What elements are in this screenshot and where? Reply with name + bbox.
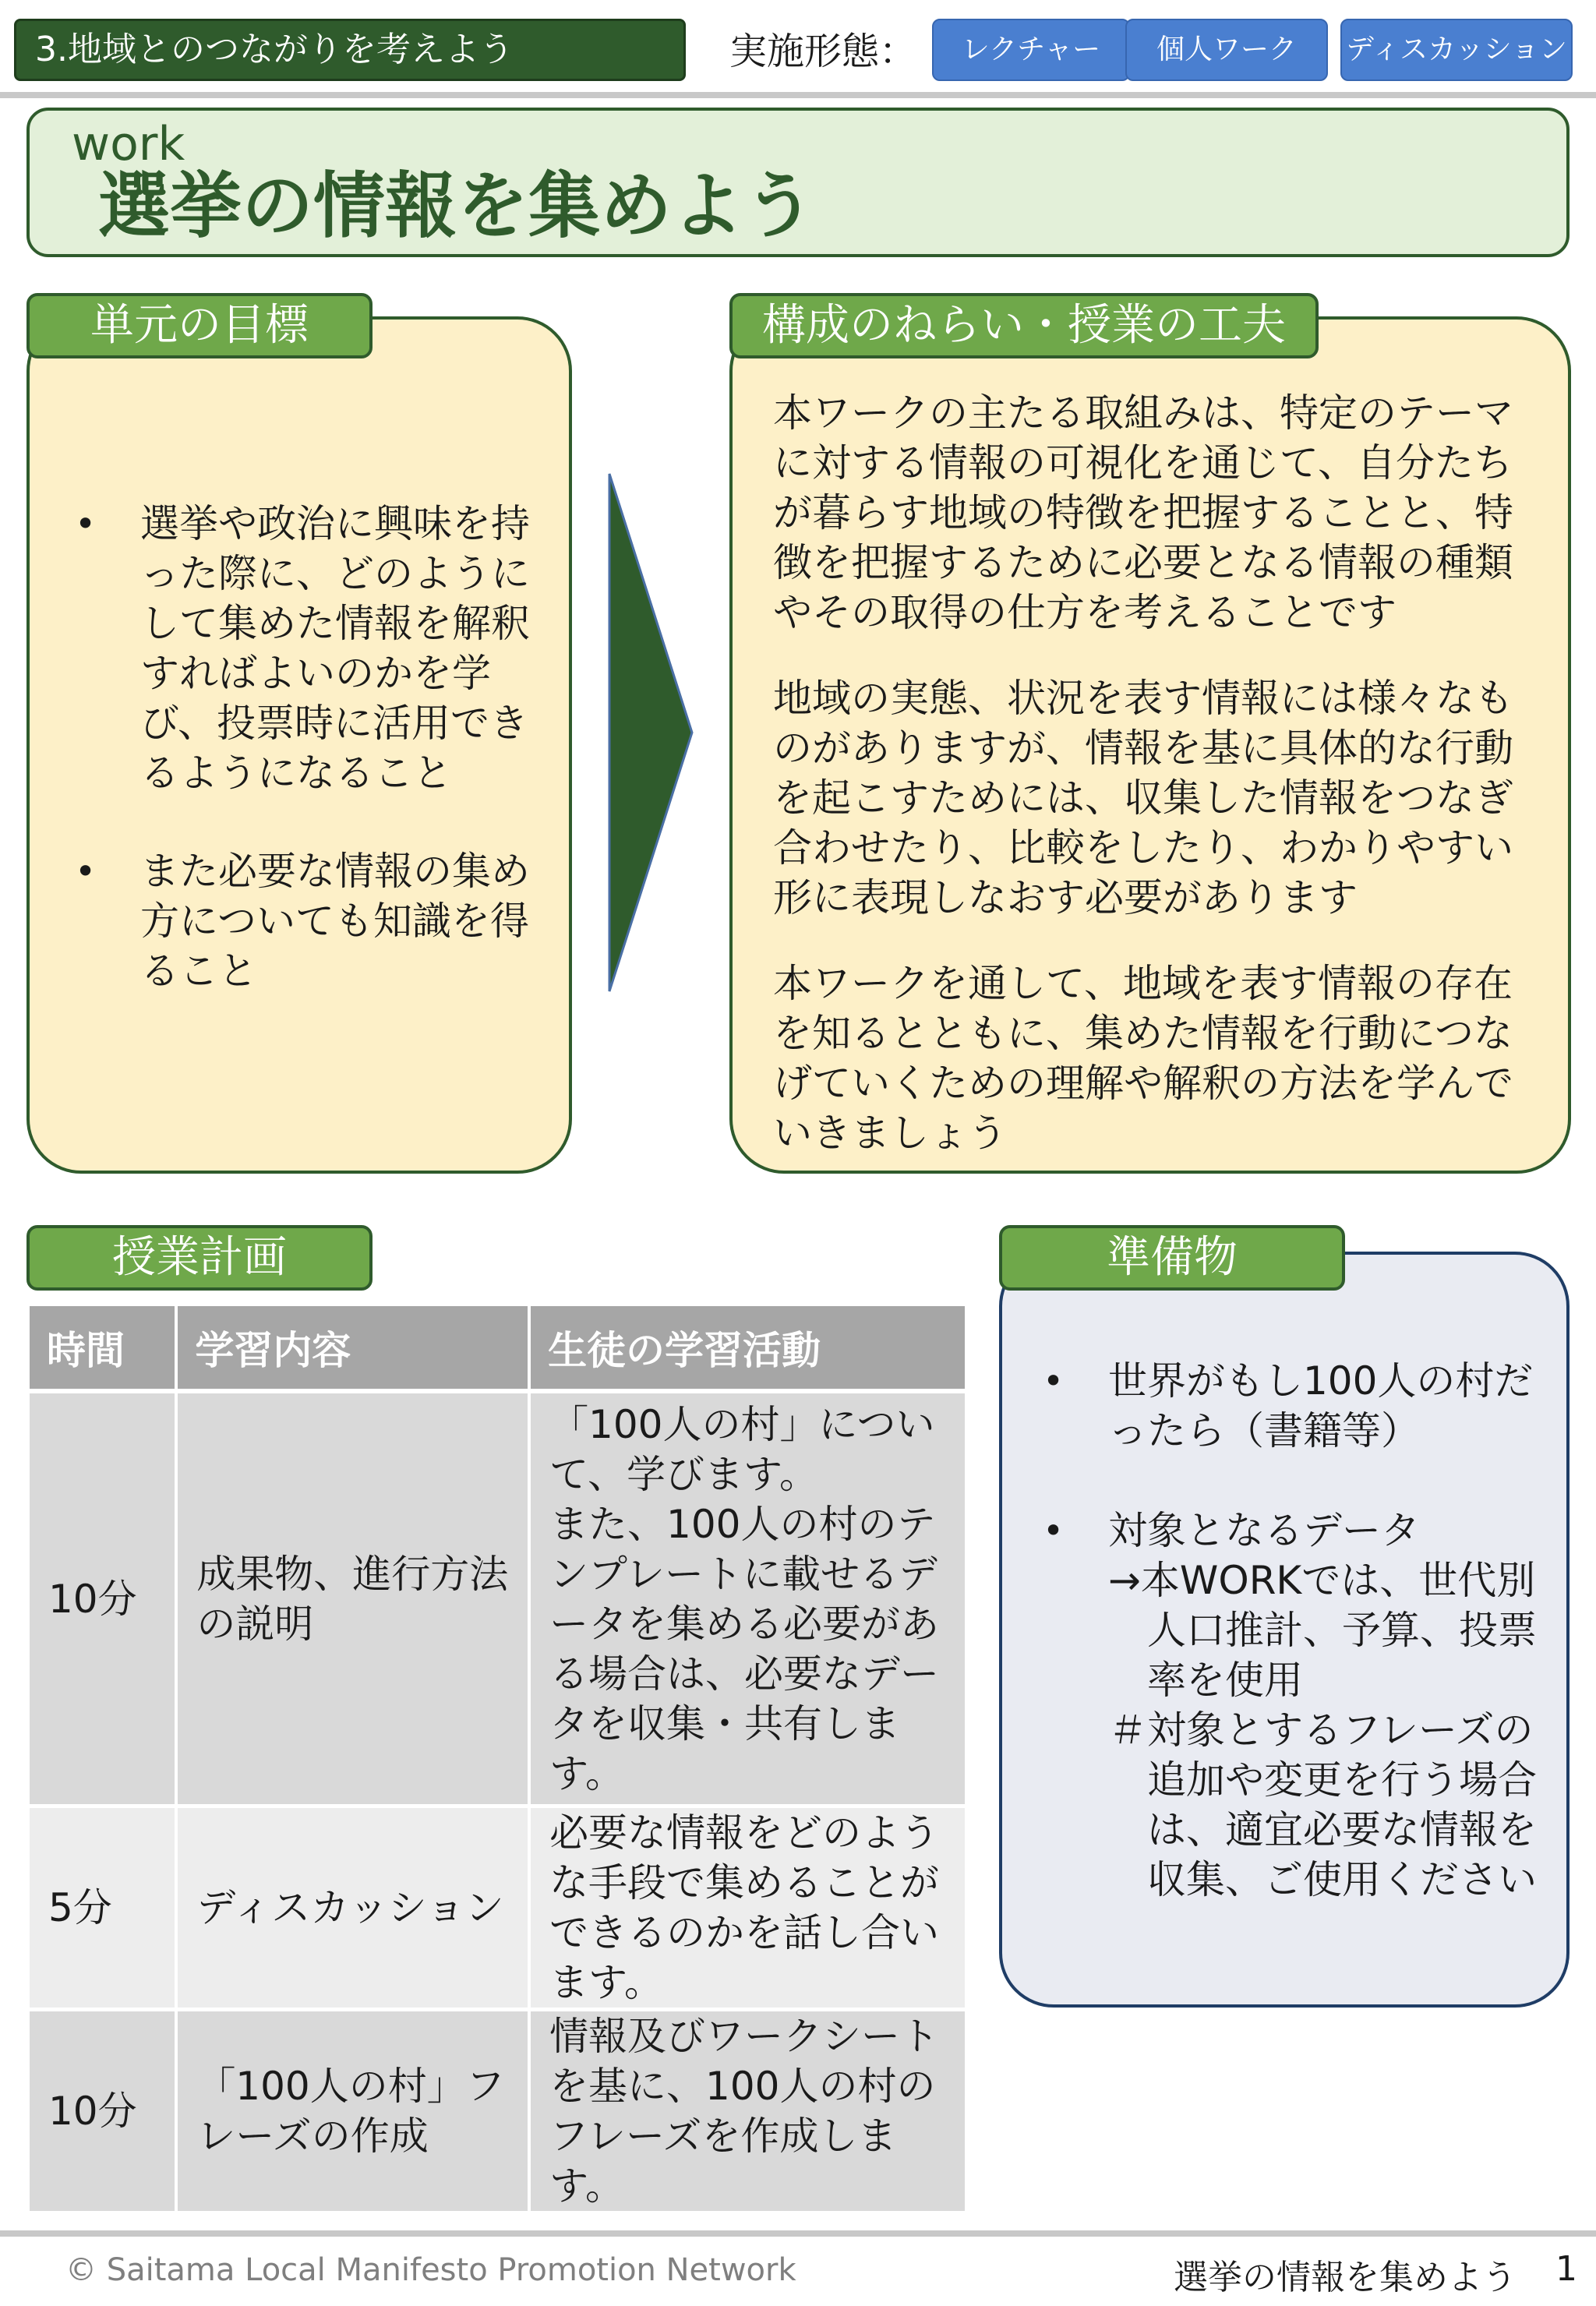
mode-discussion-button[interactable]: ディスカッション [1340, 19, 1573, 81]
activity-cell: 情報及びワークシートを基に、100人の村のフレーズを作成します。 [531, 2011, 965, 2215]
aims-tab: 構成のねらい・授業の工夫 [729, 293, 1319, 358]
col-header-content: 学習内容 [178, 1306, 528, 1393]
arrow-right-icon [606, 471, 695, 994]
header-divider [0, 92, 1596, 98]
col-header-time: 時間 [30, 1306, 175, 1393]
section-label: 3.地域とのつながりを考えよう [14, 19, 686, 81]
aims-paragraph: 本ワークの主たる取組みは、特定のテーマに対する情報の可視化を通じて、自分たちが暮らす地域の特徴を把握することと、特徴を把握するために必要となる情報の種類やその取得の仕方を考えることです [773, 390, 1513, 635]
aims-text [773, 388, 1534, 1158]
aims-paragraph: 本ワークを通して、地域を表す情報の存在を知るとともに、集めた情報を行動につなげていくための理解や解釈の方法を学んでいきましょう [773, 961, 1513, 1156]
table-row [30, 1393, 965, 1808]
aims-paragraph: 地域の実態、状況を表す情報には様々なものがありますが、情報を基に具体的な行動を起こすためには、収集した情報をつなぎ合わせたり、比較をしたり、わかりやすい形に表現しなおす必要があります [773, 676, 1513, 920]
page-title: 選挙の情報を集めよう [98, 164, 816, 248]
time-cell: 5分 [30, 1808, 175, 2011]
prep-list [1038, 1356, 1552, 1905]
goals-list [70, 499, 538, 996]
goal-item: • 選挙や政治に興味を持った際に、どのようにして集めた情報を解釈すればよいのかを学び、投票時に活用できるようになること [70, 499, 538, 798]
goal-item: • また必要な情報の集め方についても知識を得ること [70, 846, 538, 996]
content-cell: 成果物、進行方法の説明 [178, 1393, 528, 1808]
work-label: work [72, 117, 185, 171]
mode-individual-button[interactable]: 個人ワーク [1125, 19, 1328, 81]
prep-subnote: ＃対象とするフレーズの追加や変更を行う場合は、適宜必要な情報を収集、ご使用ください [1108, 1707, 1537, 1902]
prep-tab: 準備物 [999, 1225, 1345, 1291]
table-row [30, 2011, 965, 2215]
prep-subnote: →本WORKでは、世代別人口推計、予算、投票率を使用 [1108, 1558, 1537, 1703]
time-cell: 10分 [30, 1393, 175, 1808]
activity-cell: 必要な情報をどのような手段で集めることができるのかを話し合います。 [531, 1808, 965, 2011]
prep-item: • 世界がもし100人の村だったら（書籍等） [1038, 1356, 1552, 1456]
footer-title: 選挙の情報を集めよう [1174, 2258, 1517, 2297]
time-cell: 10分 [30, 2011, 175, 2215]
plan-tab: 授業計画 [26, 1225, 373, 1291]
content-cell: ディスカッション [178, 1808, 528, 2011]
copyright: © Saitama Local Manifesto Promotion Network [65, 2252, 796, 2288]
mode-lecture-button[interactable]: レクチャー [932, 19, 1130, 81]
col-header-activity: 生徒の学習活動 [531, 1306, 965, 1393]
page-number: 1 [1555, 2249, 1577, 2289]
plan-table [26, 1306, 968, 2215]
content-cell: 「100人の村」フレーズの作成 [178, 2011, 528, 2215]
mode-label: 実施形態： [729, 30, 917, 73]
prep-item: • 対象となるデータ [1038, 1506, 1552, 1556]
footer-divider [0, 2230, 1596, 2237]
activity-cell: 「100人の村」について、学びます。 また、100人の村のテンプレートに載せるデータを集める必要がある場合は、必要なデータを収集・共有します。 [531, 1393, 965, 1808]
goals-tab: 単元の目標 [26, 293, 373, 358]
table-row [30, 1808, 965, 2011]
